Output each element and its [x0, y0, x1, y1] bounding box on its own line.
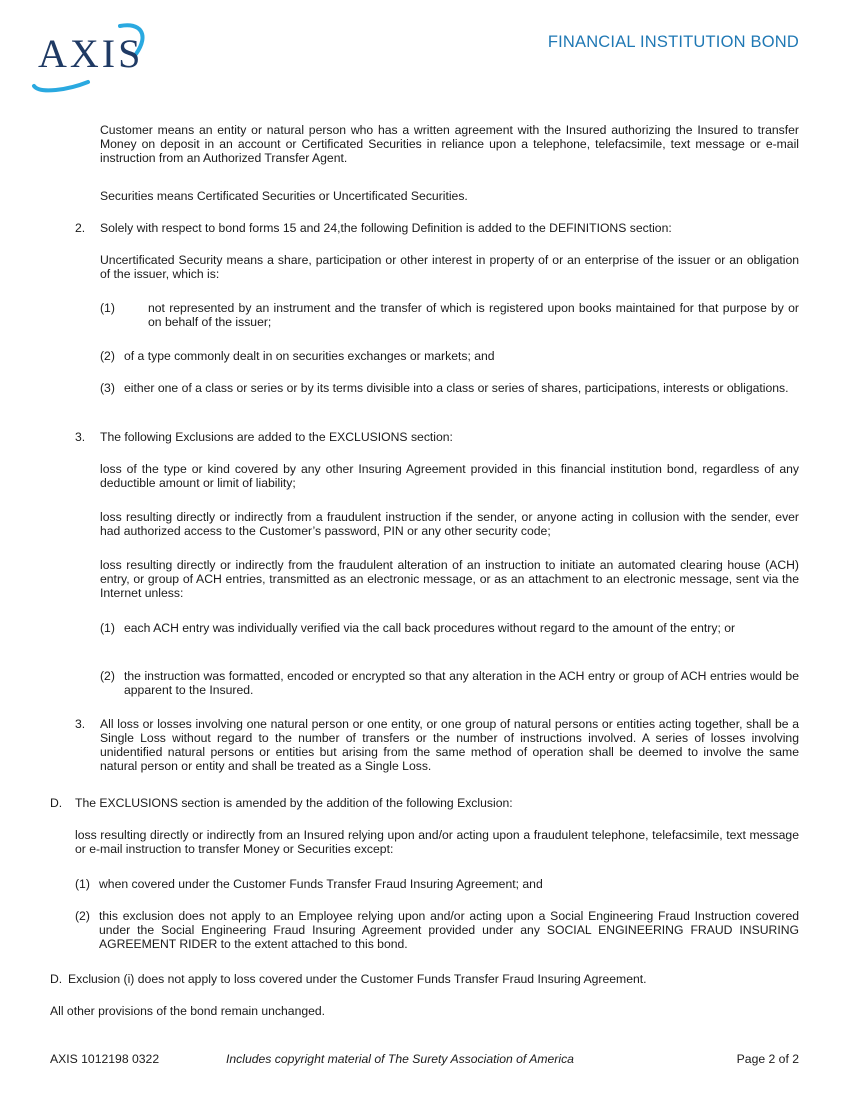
axis-logo	[28, 20, 148, 98]
securities-definition: Securities means Certificated Securities or Uncertificated Securities.	[100, 189, 468, 203]
item-2-sub-3-text: either one of a class or series or by its terms divisible into a class or series of shares, participations, interests or obligations.	[124, 381, 789, 395]
item-d-exclusion-i-text: Exclusion (i) does not apply to loss covered under the Customer Funds Transfer Fraud Insuring Agreement.	[68, 972, 647, 986]
form-number: AXIS 1012198 0322	[50, 1052, 160, 1066]
item-2-sub-3-label: (3)	[100, 381, 115, 395]
item-d-label: D.	[50, 796, 63, 810]
exclusion-other-insuring-agreement: loss of the type or kind covered by any other Insuring Agreement provided in this financial institution bond, regardless of any deductible amount or limit of liability;	[100, 462, 799, 490]
item-2-label: 2.	[75, 221, 86, 235]
item-3-single-loss-text: All loss or losses involving one natural person or one entity, or one group of natural persons or entities acting together, shall be a Single Loss without regard to the number of transfers or the number of instructions involved. A series of losses involving unidentified natural persons or entities but arising from the same method of operation shall be deemed to involve the same natural person or entity and shall be treated as a Single Loss.	[100, 717, 799, 773]
item-d-text: The EXCLUSIONS section is amended by the addition of the following Exclusion:	[75, 796, 513, 810]
item-3-single-loss-label: 3.	[75, 717, 86, 731]
page-number: Page 2 of 2	[736, 1052, 799, 1066]
exclusion-ach-alteration: loss resulting directly or indirectly from the fraudulent alteration of an instruction to initiate an automated clearing house (ACH) entry, or group of ACH entries, transmitted as an electronic message, or as an attachment to an electronic message, sent via the Internet unless:	[100, 558, 799, 600]
page-footer	[50, 1052, 799, 1068]
item-3-label: 3.	[75, 430, 86, 444]
item-d-sub-1-text: when covered under the Customer Funds Transfer Fraud Insuring Agreement; and	[99, 877, 543, 891]
item-d-sub-2-label: (2)	[75, 909, 90, 923]
item-2-sub-2-text: of a type commonly dealt in on securities exchanges or markets; and	[124, 349, 495, 363]
item-d-exclusion-i-label: D.	[50, 972, 63, 986]
item-3-sub-1-label: (1)	[100, 621, 115, 635]
exclusion-fraudulent-instruction: loss resulting directly or indirectly from an Insured relying upon and/or acting upon a fraudulent telephone, telefacsimile, text message or e-mail instruction to transfer Money or Securities except:	[75, 828, 799, 856]
uncertificated-security-definition: Uncertificated Security means a share, participation or other interest in property of or an enterprise of the issuer or an obligation of the issuer, which is:	[100, 253, 799, 281]
exclusion-authorized-access: loss resulting directly or indirectly from a fraudulent instruction if the sender, or anyone acting in collusion with the sender, ever had authorized access to the Customer’s password, PIN or any other security code;	[100, 510, 799, 538]
item-2-sub-2-label: (2)	[100, 349, 115, 363]
item-2-text: Solely with respect to bond forms 15 and 24,the following Definition is added to the DEFINITIONS section:	[100, 221, 672, 235]
copyright-notice: Includes copyright material of The Surety Association of America	[226, 1052, 574, 1066]
document-title: FINANCIAL INSTITUTION BOND	[547, 33, 799, 51]
logo-wordmark: AXIS	[38, 31, 144, 76]
item-d-sub-2-text: this exclusion does not apply to an Employee relying upon and/or acting upon a Social Engineering Fraud Instruction covered under the Social Engineering Fraud Insuring Agreement provided under any SOCIAL ENGINEERING FRAUD INSURING AGREEMENT RIDER to the extent attached to this bond.	[99, 909, 799, 951]
item-3-text: The following Exclusions are added to the EXCLUSIONS section:	[100, 430, 453, 444]
item-3-sub-1-text: each ACH entry was individually verified via the call back procedures without regard to the amount of the entry; or	[124, 621, 736, 635]
closing-statement: All other provisions of the bond remain unchanged.	[50, 1004, 326, 1018]
item-3-sub-2-label: (2)	[100, 669, 115, 683]
item-3-sub-2-text: the instruction was formatted, encoded or encrypted so that any alteration in the ACH entry or group of ACH entries would be apparent to the Insured.	[124, 669, 799, 697]
item-d-sub-1-label: (1)	[75, 877, 90, 891]
item-2-sub-1-label: (1)	[100, 301, 115, 315]
item-2-sub-1-text: not represented by an instrument and the transfer of which is registered upon books maintained for that purpose by or on behalf of the issuer;	[148, 301, 799, 329]
customer-definition: Customer means an entity or natural person who has a written agreement with the Insured authorizing the Insured to transfer Money on deposit in an account or Certificated Securities in reliance upon a telephone, telefacsimile, text message or e-mail instruction from an Authorized Transfer Agent.	[100, 123, 799, 165]
